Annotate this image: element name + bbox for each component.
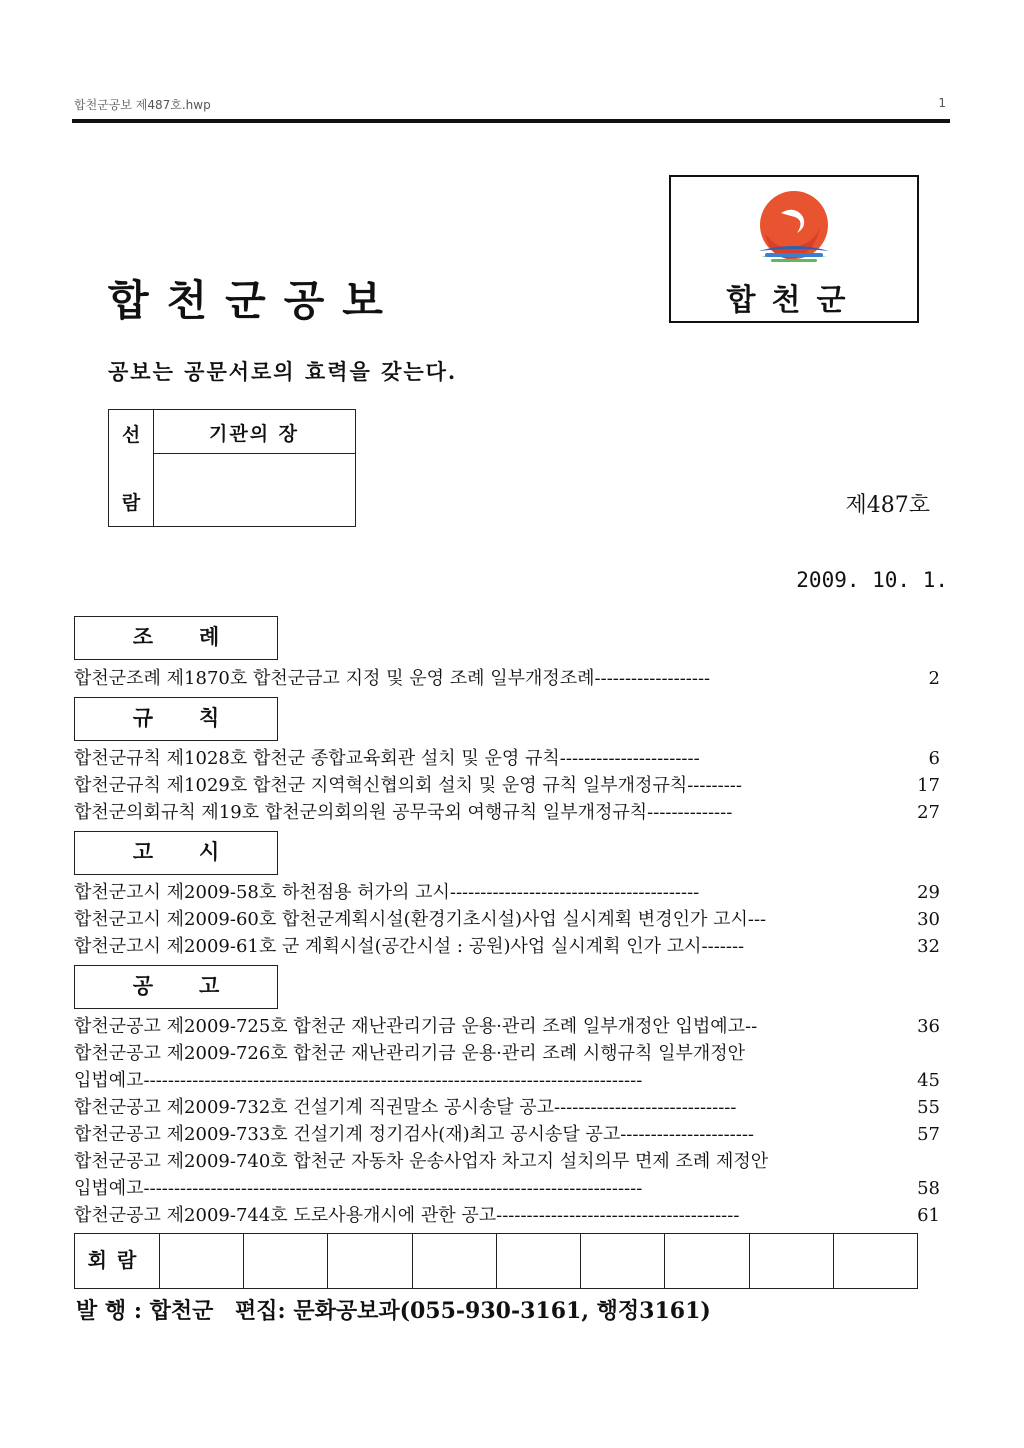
toc-entry bbox=[74, 665, 940, 692]
county-emblem-icon bbox=[751, 187, 837, 273]
circulation-header: 기관의 장 bbox=[208, 423, 300, 445]
page-number: 1 bbox=[938, 96, 946, 110]
issue-date: 2009. 10. 1. bbox=[796, 568, 948, 592]
toc-entry-text: 합천군고시 제2009-60호 합천군계획시설(환경기초시설)사업 실시계획 변경인가 고시--- bbox=[74, 909, 767, 930]
toc-entry-page: 30 bbox=[917, 909, 940, 930]
toc-entry-text: 합천군공고 제2009-726호 합천군 재난관리기금 운용·관리 조례 시행규칙 일부개정안 bbox=[74, 1043, 746, 1064]
toc-entry bbox=[74, 1040, 940, 1067]
toc-entry bbox=[74, 1202, 940, 1229]
toc-entry-page: 36 bbox=[917, 1016, 940, 1037]
toc-entry-text: 합천군규칙 제1028호 합천군 종합교육회관 설치 및 운영 규칙----------------------- bbox=[74, 748, 700, 769]
toc-entry-text: 합천군공고 제2009-740호 합천군 자동차 운송사업자 차고지 설치의무 면제 조례 제정안 bbox=[74, 1151, 769, 1172]
toc-entry bbox=[74, 1094, 940, 1121]
toc-entry-text: 합천군공고 제2009-744호 도로사용개시에 관한 공고---------------------------------------- bbox=[74, 1205, 740, 1226]
issue-number: 제487호 bbox=[845, 493, 930, 518]
section-heading: 공고 bbox=[74, 965, 278, 1009]
circulation-side-bottom: 람 bbox=[121, 492, 141, 514]
toc-entry-text: 합천군의회규칙 제19호 합천군의회의원 공무국외 여행규칙 일부개정규칙-------------- bbox=[74, 802, 733, 823]
toc-entry bbox=[74, 1013, 940, 1040]
toc-entry-text: 합천군공고 제2009-725호 합천군 재난관리기금 운용·관리 조례 일부개정안 입법예고-- bbox=[74, 1016, 758, 1037]
circulation-header-row bbox=[153, 410, 355, 454]
toc-entry-text: 합천군규칙 제1029호 합천군 지역혁신협의회 설치 및 운영 규칙 일부개정규칙--------- bbox=[74, 775, 742, 796]
review-cell bbox=[834, 1234, 917, 1288]
section-heading: 규칙 bbox=[74, 697, 278, 741]
toc-entry-text: 합천군고시 제2009-61호 군 계획시설(공간시설 : 공원)사업 실시계획 인가 고시------- bbox=[74, 936, 745, 957]
toc-entry bbox=[74, 772, 940, 799]
toc-entry bbox=[74, 1121, 940, 1148]
file-name: 합천군공보 제487호.hwp bbox=[74, 98, 211, 112]
toc-entry-text: 합천군공고 제2009-733호 건설기계 정기검사(재)최고 공시송달 공고---------------------- bbox=[74, 1124, 755, 1145]
circulation-side-top: 선 bbox=[121, 424, 141, 446]
slogan: 공보는 공문서로의 효력을 갖는다. bbox=[108, 359, 458, 384]
review-label: 회람 bbox=[75, 1234, 160, 1288]
toc-entry bbox=[74, 745, 940, 772]
editor: 편집: 문화공보과(055-930-3161, 행정3161) bbox=[235, 1298, 711, 1324]
toc-entry-page: 58 bbox=[917, 1178, 940, 1199]
toc-entry-page: 6 bbox=[928, 748, 940, 769]
toc-entry bbox=[74, 1148, 940, 1175]
toc-entry-page: 27 bbox=[917, 802, 940, 823]
toc-entry-page: 17 bbox=[917, 775, 940, 796]
toc-entry-text: 합천군공고 제2009-732호 건설기계 직권말소 공시송달 공고------------------------------ bbox=[74, 1097, 737, 1118]
review-cell bbox=[665, 1234, 749, 1288]
circulation-box bbox=[108, 409, 356, 527]
header-rule bbox=[72, 119, 950, 123]
review-cell bbox=[497, 1234, 581, 1288]
publisher: 발 행 : 합천군 bbox=[76, 1298, 214, 1324]
section-heading: 조례 bbox=[74, 616, 278, 660]
review-cell bbox=[328, 1234, 412, 1288]
review-grid bbox=[74, 1233, 918, 1289]
toc-entry bbox=[74, 799, 940, 826]
toc-entry-page: 57 bbox=[917, 1124, 940, 1145]
toc-entry-text: 합천군조례 제1870호 합천군금고 지정 및 운영 조례 일부개정조례------------------- bbox=[74, 668, 711, 689]
circulation-side-column bbox=[109, 410, 154, 526]
toc-entry-page: 29 bbox=[917, 882, 940, 903]
review-cell bbox=[750, 1234, 834, 1288]
toc-entry-text: 입법예고---------------------------------------------------------------------------------- bbox=[74, 1070, 643, 1091]
review-cell bbox=[581, 1234, 665, 1288]
section-heading: 고시 bbox=[74, 831, 278, 875]
toc-entry-page: 2 bbox=[928, 668, 940, 689]
review-cell bbox=[413, 1234, 497, 1288]
toc-entry bbox=[74, 906, 940, 933]
toc-entry-page: 45 bbox=[917, 1070, 940, 1091]
publisher-footer bbox=[76, 1294, 725, 1325]
county-logo bbox=[669, 175, 919, 323]
toc-entry-page: 55 bbox=[917, 1097, 940, 1118]
toc-entry bbox=[74, 1067, 940, 1094]
logo-text: 합천군 bbox=[726, 283, 862, 318]
toc-entry bbox=[74, 879, 940, 906]
toc-entry bbox=[74, 933, 940, 960]
toc-entry-text: 입법예고---------------------------------------------------------------------------------- bbox=[74, 1178, 643, 1199]
review-cell bbox=[160, 1234, 244, 1288]
toc-entry-page: 61 bbox=[917, 1205, 940, 1226]
toc-entry-page: 32 bbox=[917, 936, 940, 957]
toc-entry-text: 합천군고시 제2009-58호 하천점용 허가의 고시----------------------------------------- bbox=[74, 882, 700, 903]
page-title: 합천군공보 bbox=[108, 276, 401, 325]
toc-entry bbox=[74, 1175, 940, 1202]
review-cell bbox=[244, 1234, 328, 1288]
